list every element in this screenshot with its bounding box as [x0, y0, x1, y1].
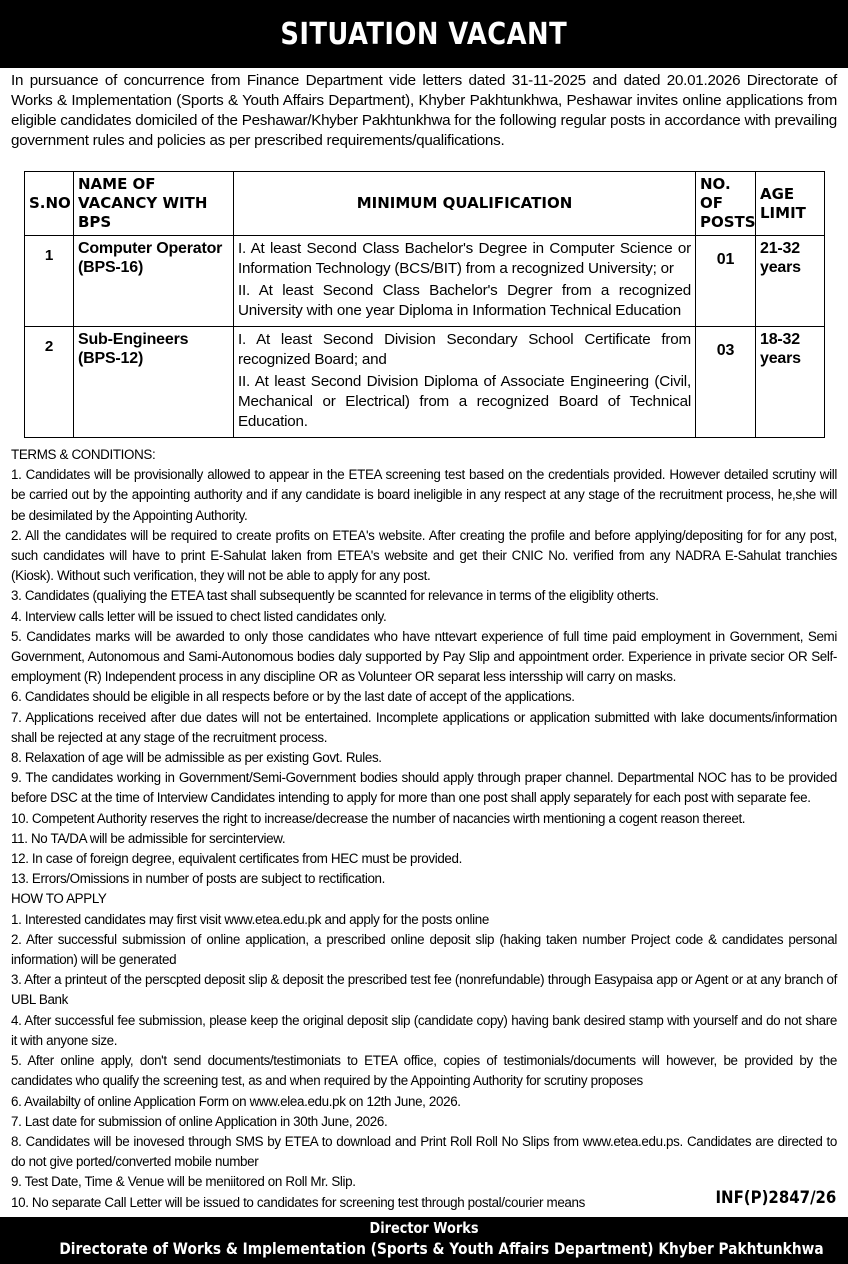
row-age-limit [756, 236, 825, 327]
apply-heading: HOW TO APPLY [11, 891, 107, 907]
age-range: 21-32 [760, 240, 800, 257]
col-header-age: AGE LIMIT [756, 172, 825, 236]
terms-item: 2. All the candidates will be required to create profits on ETEA's website. After creating the profile and before applying/depositing for for any post, such candidates will have to print E-Sahulat laken from ETEA's website and get their CNIC No. verified from any NADRA E-Sahulat tranchies (Kiosk). Without such verification, they will not be able to apply for any post. [11, 527, 837, 584]
age-unit: years [760, 350, 801, 367]
row-age-limit [756, 327, 825, 438]
vacancy-title: Sub-Engineers [78, 331, 189, 348]
qualification-option: I. At least Second Division Secondary School Certificate from recognized Board; and [238, 331, 691, 368]
apply-item: 10. No separate Call Letter will be issued to candidates for screening test through postal/courier means [11, 1194, 585, 1210]
terms-item: 6. Candidates should be eligible in all respects before or by the last date of accept of the applications. [11, 689, 575, 705]
table-row [25, 236, 825, 327]
row-posts: 03 [696, 327, 756, 438]
reference-number: INF(P)2847/26 [715, 1188, 836, 1208]
qualification-option: II. At least Second Division Diploma of Associate Engineering (Civil, Mechanical or Electrical) from a recognized Board of Technical Education. [238, 373, 691, 430]
row-vacancy-name [74, 327, 234, 438]
page-title: SITUATION VACANT [280, 16, 568, 52]
terms-item: 4. Interview calls letter will be issued to chect listed candidates only. [11, 608, 387, 624]
terms-item: 13. Errors/Omissions in number of posts are subject to rectification. [11, 871, 386, 887]
apply-item: 6. Availabilty of online Application Form on www.elea.edu.pk on 12th June, 2026. [11, 1093, 461, 1109]
age-unit: years [760, 259, 801, 276]
apply-item: 7. Last date for submission of online Application in 30th June, 2026. [11, 1113, 388, 1129]
row-sno: 2 [25, 327, 74, 438]
terms-item: 11. No TA/DA will be admissible for sercinterview. [11, 830, 286, 846]
vacancy-title: Computer Operator [78, 240, 223, 257]
apply-item: 4. After successful fee submission, please keep the original deposit slip (candidate copy) having bank desired stamp with yourself and do not share it with anyone size. [11, 1012, 837, 1048]
terms-item: 12. In case of foreign degree, equivalent certificates from HEC must be provided. [11, 851, 462, 867]
vacancy-bps: (BPS-16) [78, 259, 144, 276]
apply-item: 3. After a printeut of the perscpted deposit slip & deposit the prescribed test fee (nonrefundable) through Easypaisa app or Agent or at any branch of UBL Bank [11, 972, 837, 1008]
terms-item: 7. Applications received after due dates will not be entertained. Incomplete applications or application submitted with lake documents/information shall be rejected at any stage of the recruitment process. [11, 709, 837, 745]
apply-item: 1. Interested candidates may first visit www.etea.edu.pk and apply for the posts online [11, 911, 489, 927]
terms-item: 10. Competent Authority reserves the right to increase/decrease the number of nacancies wirth mentioning a cogent reason thereet. [11, 810, 746, 826]
row-vacancy-name [74, 236, 234, 327]
apply-item: 8. Candidates will be inovesed through SMS by ETEA to download and Print Roll Roll No Slips from www.etea.edu.ps. Candidates are directed to do not give ported/converted mobile number [11, 1133, 837, 1170]
footer-banner [0, 1217, 848, 1264]
terms-item: 8. Relaxation of age will be admissible as per existing Govt. Rules. [11, 750, 382, 766]
terms-item: 3. Candidates (qualiying the ETEA tast shall subsequently be scannted for relevance in terms of the eligiblity otherts. [11, 588, 659, 604]
terms-and-apply-section [11, 445, 837, 1213]
col-header-posts: NO. OF POSTS [696, 172, 756, 236]
col-header-sno: S.NO [25, 172, 74, 236]
row-sno: 1 [25, 236, 74, 327]
apply-item: 9. Test Date, Time & Venue will be meniitored on Roll Mr. Slip. [11, 1174, 356, 1190]
row-posts: 01 [696, 236, 756, 327]
terms-item: 5. Candidates marks will be awarded to only those candidates who have nttevart experience of full time paid employment in Government, Semi Government, Autonomous and Sami-Autonomous bodies daly supported by Pay Slip and appointment order. Experience in private secior OR Self-employment (R) Independent process in any discipline OR as Volunteer OR separat less intersship will carry on masks. [11, 628, 837, 685]
table-row [25, 327, 825, 438]
qualification-option: I. At least Second Class Bachelor's Degree in Computer Science or Information Technology (BCS/BIT) from a recognized University; or [238, 240, 691, 277]
apply-item: 2. After successful submission of online application, a prescribed online deposit slip (haking taken number Project code & candidates personal information) will be generated [11, 931, 837, 968]
header-banner [0, 0, 848, 68]
apply-item: 5. After online apply, don't send documents/testimoniats to ETEA office, copies of testimonials/documents will however, be provided by the candidates who qualify the screening test, as and when required by the Appointing Authority for scrutiny proposes [11, 1053, 837, 1089]
vacancy-table [24, 171, 825, 438]
qualification-option: II. At least Second Class Bachelor's Degrer from a recognized University with one year Diploma in Information Technical Education [238, 282, 691, 319]
vacancy-bps: (BPS-12) [78, 350, 144, 367]
row-qualification [234, 236, 696, 327]
table-header-row [25, 172, 825, 236]
signatory-title: Director Works [369, 1219, 479, 1237]
row-qualification [234, 327, 696, 438]
terms-heading: TERMS & CONDITIONS: [11, 447, 156, 462]
age-range: 18-32 [760, 331, 800, 348]
terms-item: 9. The candidates working in Government/Semi-Government bodies should apply through praper channel. Departmental NOC has to be provided before DSC at the time of Interview Candidates intending to apply for more than one post shall apply separately for each post with separate fee. [11, 770, 837, 806]
col-header-qualification: MINIMUM QUALIFICATION [234, 172, 696, 236]
col-header-name: NAME OF VACANCY WITH BPS [74, 172, 234, 236]
terms-item: 1. Candidates will be provisionally allowed to appear in the ETEA screening test based on the credentials provided. However detailed scrutiny will be carried out by the appointing authority and if any candidate is board ineligible in any respect at any stage of the recruitment process, he,she will be desimilated by the Appointing Authority. [11, 467, 837, 523]
issuing-department: Directorate of Works & Implementation (Sports & Youth Affairs Department) Khyber Pakhtunkhwa [59, 1239, 824, 1258]
intro-paragraph: In pursuance of concurrence from Finance Department vide letters dated 31-11-2025 and dated 20.01.2026 Directorate of Works & Implementation (Sports & Youth Affairs Department), Khyber Pakhtunkhwa, Peshawar invites online applications from eligible candidates domiciled of the Peshawar/Khyber Pakhtunkhwa for the following regular posts in accordance with prevailing government rules and policies as per prescribed requirements/qualifications. [11, 72, 837, 149]
